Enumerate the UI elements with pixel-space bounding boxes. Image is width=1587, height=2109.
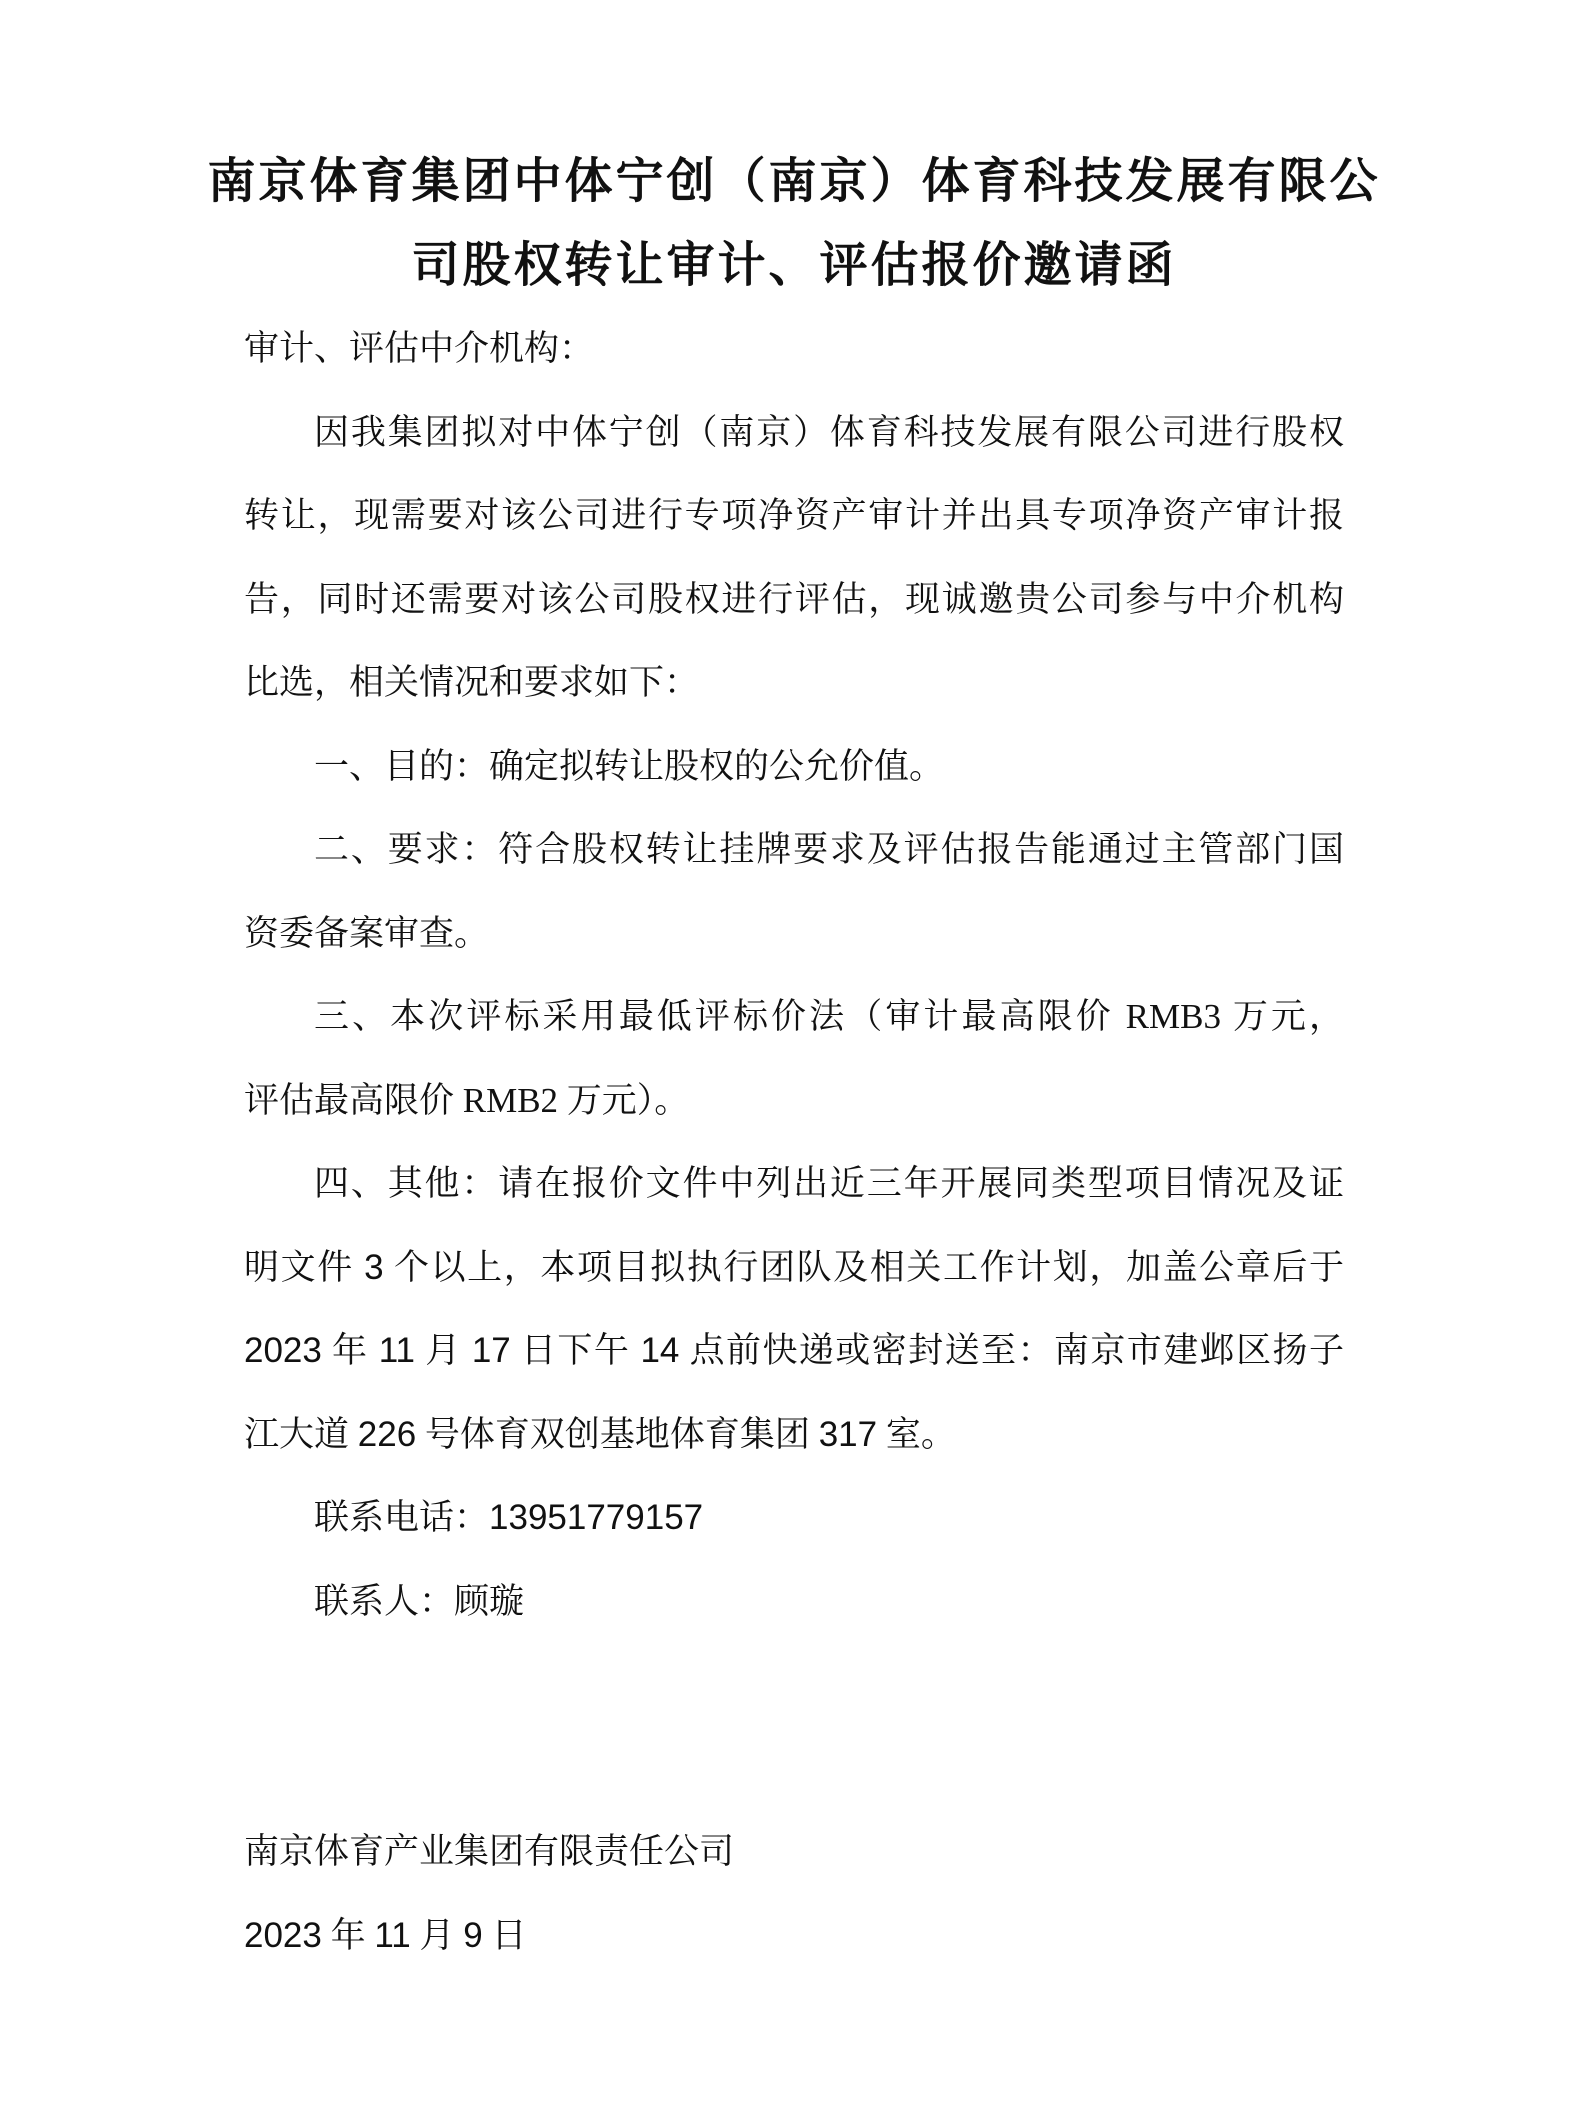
signature-company bbox=[244, 1810, 1264, 1894]
text-segment: 室。 bbox=[877, 1414, 956, 1454]
text-segment: 日 bbox=[482, 1915, 527, 1955]
text-segment: 四、其他：请在报价文件中列出近三年开展同类型项目情况及证 bbox=[314, 1164, 1344, 1203]
body-line bbox=[244, 1309, 1344, 1393]
text-segment: 因我集团拟对中体宁创（南京）体育科技发展有限公司进行股权 bbox=[314, 412, 1344, 452]
body-line bbox=[244, 1142, 1344, 1226]
text-segment: 226 bbox=[357, 1414, 417, 1454]
text-segment: 南京体育产业集团有限责任公司 bbox=[244, 1832, 735, 1871]
body-line bbox=[244, 558, 1344, 642]
text-segment: 点前快递或密封送至：南京市建邺区扬子 bbox=[679, 1331, 1344, 1370]
document-title-line-1: 南京体育集团中体宁创（南京）体育科技发展有限公 bbox=[207, 155, 1381, 208]
text-segment: 月 bbox=[415, 1331, 472, 1370]
text-segment: 二、要求：符合股权转让挂牌要求及评估报告能通过主管部门国 bbox=[314, 830, 1344, 869]
body-line bbox=[244, 975, 1344, 1059]
text-segment: 告，同时还需要对该公司股权进行评估，现诚邀贵公司参与中介机构 bbox=[244, 579, 1344, 619]
body-line bbox=[244, 641, 1344, 725]
text-segment: 3 bbox=[364, 1247, 384, 1287]
text-segment: 比选，相关情况和要求如下： bbox=[244, 663, 700, 702]
text-segment: 年 bbox=[321, 1331, 379, 1370]
text-segment: 一、目的：确定拟转让股权的公允价值。 bbox=[314, 746, 945, 786]
text-segment: 联系电话： bbox=[314, 1498, 490, 1537]
salutation: 审计、评估中介机构： bbox=[244, 329, 595, 368]
body-line bbox=[244, 725, 1344, 809]
document-title-line-2: 司股权转让审计、评估报价邀请函 bbox=[411, 238, 1177, 292]
text-segment: 17 bbox=[471, 1331, 511, 1370]
text-segment: 号体育双创基地体育集团 bbox=[416, 1414, 819, 1454]
text-segment: 明文件 bbox=[244, 1247, 365, 1287]
body-line bbox=[244, 391, 1344, 475]
body-line bbox=[244, 1476, 1344, 1560]
document-title bbox=[182, 140, 1406, 307]
text-segment: 日下午 bbox=[510, 1331, 641, 1370]
text-segment: 11 bbox=[378, 1331, 416, 1370]
text-segment: 评估最高限价 RMB2 万元）。 bbox=[244, 1080, 690, 1120]
body-line bbox=[244, 1059, 1344, 1143]
signature-date bbox=[244, 1894, 1264, 1978]
text-segment: 月 bbox=[410, 1915, 464, 1955]
text-segment: 9 bbox=[463, 1915, 483, 1955]
body-line bbox=[244, 808, 1344, 892]
text-segment: 317 bbox=[818, 1414, 878, 1454]
text-segment: 年 bbox=[321, 1915, 375, 1955]
body-line bbox=[244, 1560, 1344, 1644]
text-segment: 14 bbox=[640, 1331, 680, 1370]
body-line bbox=[244, 1393, 1344, 1477]
text-segment: 13951779157 bbox=[489, 1498, 704, 1537]
text-segment: 2023 bbox=[244, 1915, 322, 1955]
body-line bbox=[244, 892, 1344, 976]
text-segment: 个以上，本项目拟执行团队及相关工作计划，加盖公章后于 bbox=[383, 1247, 1344, 1287]
signature-block bbox=[244, 1810, 1264, 1977]
text-segment: 三、本次评标采用最低评标价法（审计最高限价 RMB3 万元， bbox=[314, 997, 1344, 1036]
text-segment: 资委备案审查。 bbox=[244, 913, 490, 953]
text-segment: 联系人：顾璇 bbox=[314, 1581, 525, 1621]
text-segment: 2023 bbox=[244, 1331, 322, 1370]
body-line bbox=[244, 474, 1344, 558]
text-segment: 江大道 bbox=[244, 1414, 358, 1454]
text-segment: 11 bbox=[374, 1915, 411, 1955]
body-line bbox=[244, 1226, 1344, 1310]
signature-gap bbox=[244, 1643, 1344, 1810]
document-body bbox=[244, 391, 1344, 1644]
text-segment: 转让，现需要对该公司进行专项净资产审计并出具专项净资产审计报 bbox=[244, 496, 1344, 535]
